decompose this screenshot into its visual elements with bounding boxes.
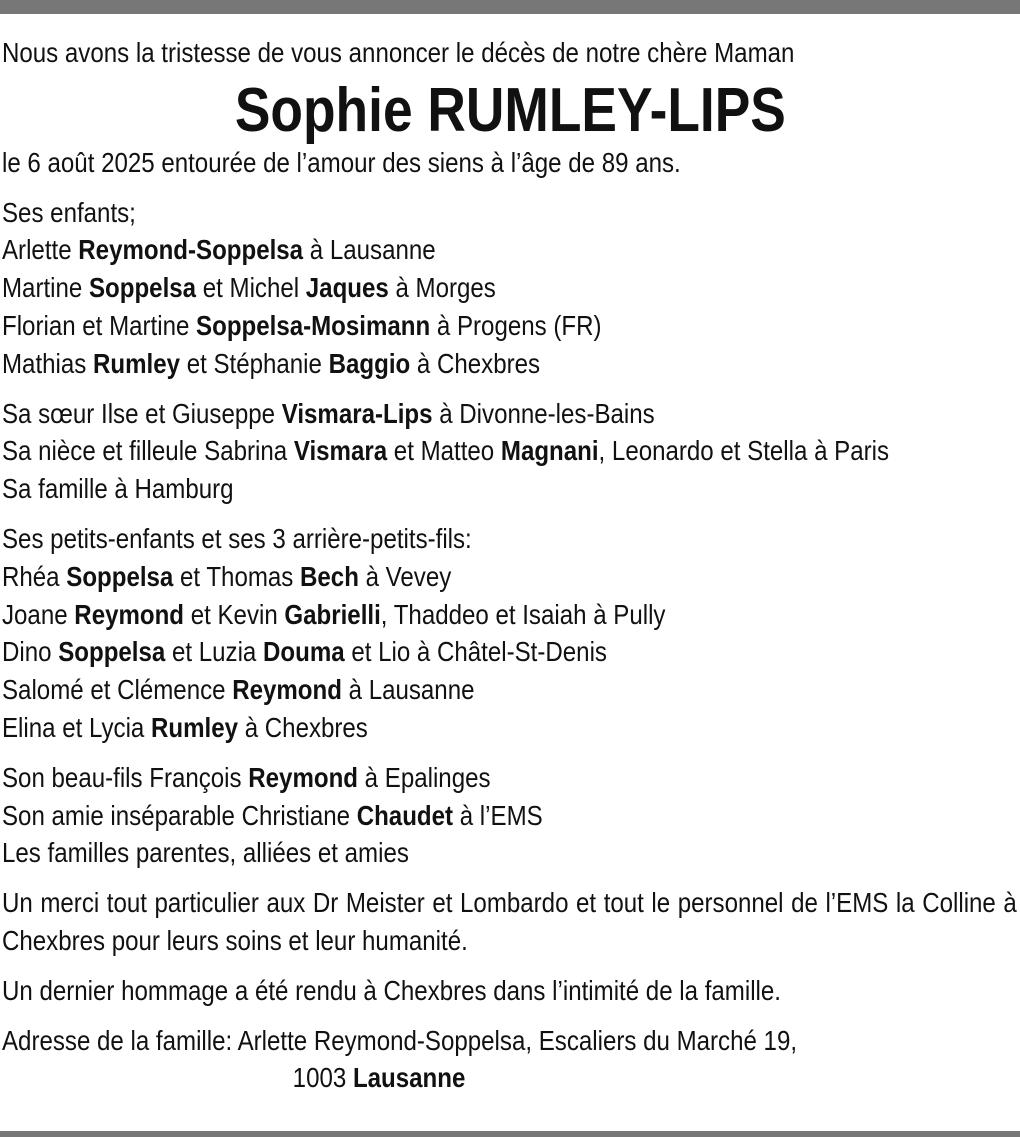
obituary-notice: [2, 34, 1018, 1097]
date-line: le 6 août 2025 entourée de l’amour des siens à l’âge de 89 ans.: [2, 146, 681, 178]
list-item: Dino Soppelsa et Luzia Douma et Lio à Châtel-St-Denis: [2, 636, 607, 668]
list-item: Florian et Martine Soppelsa-Mosimann à Progens (FR): [2, 309, 602, 341]
thanks-paragraph: Un merci tout particulier aux Dr Meister et Lombardo et tout le personnel de l’EMS la Colline à Chexbres pour leurs soins et leur humanité.: [2, 887, 1017, 956]
list-item: Martine Soppelsa et Michel Jaques à Morges: [2, 272, 496, 304]
children-section: [2, 194, 1018, 383]
children-heading: Ses enfants;: [2, 196, 136, 228]
list-item: Son beau-fils François Reymond à Epalinges: [2, 761, 491, 793]
grandchildren-heading: Ses petits-enfants et ses 3 arrière-petits-fils:: [2, 522, 472, 554]
bottom-rule: [0, 1131, 1020, 1137]
list-item: Rhéa Soppelsa et Thomas Bech à Vevey: [2, 560, 452, 592]
list-item: Son amie inséparable Christiane Chaudet à l’EMS: [2, 799, 543, 831]
list-item: Joane Reymond et Kevin Gabrielli, Thaddeo et Isaiah à Pully: [2, 598, 666, 630]
thanks-section: [2, 884, 1018, 960]
list-item: Sa famille à Hamburg: [2, 473, 234, 505]
tribute-section: [2, 972, 1018, 1010]
list-item: Salomé et Clémence Reymond à Lausanne: [2, 674, 475, 706]
tribute-text: Un dernier hommage a été rendu à Chexbres dans l’intimité de la famille.: [2, 974, 781, 1006]
list-item: Sa nièce et filleule Sabrina Vismara et Matteo Magnani, Leonardo et Stella à Paris: [2, 435, 890, 467]
address-line: Adresse de la famille: Arlette Reymond-Soppelsa, Escaliers du Marché 19,: [2, 1024, 798, 1056]
list-item: Arlette Reymond-Soppelsa à Lausanne: [2, 234, 436, 266]
family-section: [2, 395, 1018, 508]
address-city-line: 1003 Lausanne: [292, 1062, 466, 1094]
list-item: Sa sœur Ilse et Giuseppe Vismara-Lips à Divonne-les-Bains: [2, 397, 655, 429]
intro-text: Nous avons la tristesse de vous annoncer le décès de notre chère Maman: [2, 37, 795, 68]
others-section: [2, 759, 1018, 872]
top-rule: [0, 0, 1020, 14]
grandchildren-section: [2, 520, 1018, 747]
address-section: [2, 1022, 1018, 1098]
list-item: Mathias Rumley et Stéphanie Baggio à Chexbres: [2, 347, 541, 379]
deceased-name: Sophie RUMLEY-LIPS: [234, 75, 786, 145]
list-item: Les familles parentes, alliées et amies: [2, 837, 409, 869]
list-item: Elina et Lycia Rumley à Chexbres: [2, 711, 368, 743]
